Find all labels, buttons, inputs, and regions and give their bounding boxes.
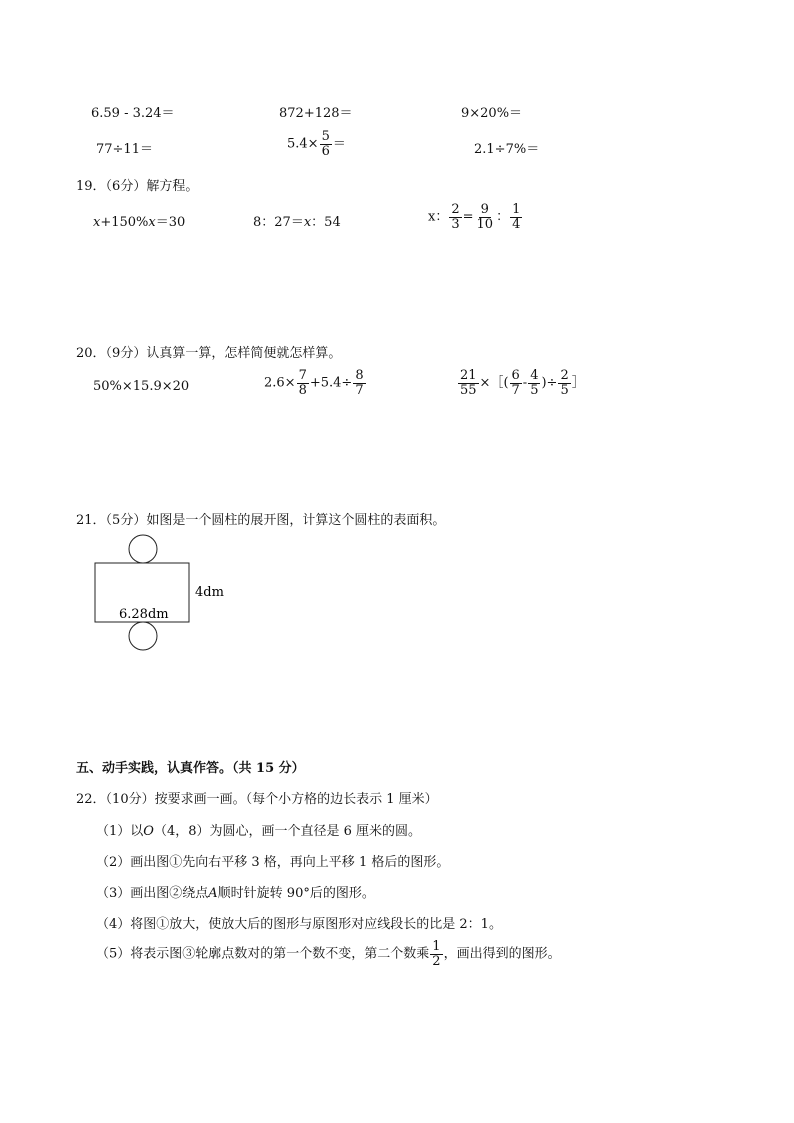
fraction-2-3 <box>449 203 461 231</box>
calc-row2-item3: 2.1÷7%＝ <box>474 142 540 157</box>
section5-title: 五、动手实践，认真作答。（共 15 分） <box>76 761 305 776</box>
fraction-numerator: 21 <box>460 368 477 383</box>
fraction-numerator: 2 <box>451 202 460 217</box>
expr-part: )÷ <box>541 375 558 391</box>
fraction-numerator: 5 <box>321 129 330 144</box>
fraction-denominator: 2 <box>432 953 441 969</box>
width-label: 6.28dm <box>119 607 169 622</box>
fraction-5-6 <box>320 130 332 158</box>
fraction-numerator: 2 <box>560 368 569 383</box>
fraction-7-8 <box>297 369 309 397</box>
fraction-21-55 <box>458 369 479 397</box>
q19-equation-2 <box>253 211 341 230</box>
q21-title: 21．（5分）如图是一个圆柱的展开图，计算这个圆柱的表面积。 <box>76 513 446 528</box>
fraction-denominator: 5 <box>530 382 539 398</box>
expr-part: ］ <box>571 375 585 391</box>
item-text: 顺时针旋转 90°后的图形。 <box>217 886 375 901</box>
eq3-part: ： <box>496 209 510 225</box>
fraction-numerator: 1 <box>512 202 521 217</box>
fraction-denominator: 7 <box>511 382 520 398</box>
calc-row1-item3: 9×20%＝ <box>461 106 523 121</box>
cylinder-bottom-circle <box>129 622 157 650</box>
item-text: （5）将表示图③轮廓点数对的第一个数不变，第二个数乘 <box>96 946 430 962</box>
eq2-part: ：54 <box>311 215 341 230</box>
q20-title: 20．（9分）认真算一算，怎样简便就怎样算。 <box>76 346 342 361</box>
point-o: O <box>143 824 154 839</box>
item-text: （3）画出图②绕点 <box>96 886 209 901</box>
calc-row2-item2 <box>287 130 346 158</box>
calc-row2-item2-pre: 5.4× <box>287 136 319 152</box>
fraction-numerator: 1 <box>432 939 441 954</box>
calc-row1-item1: 6.59 - 3.24＝ <box>91 106 175 121</box>
var-x: x <box>303 215 312 230</box>
eq2-part: 8：27＝ <box>253 215 304 230</box>
calc-row2-item2-post: ＝ <box>332 136 346 152</box>
eq1-part: ＝30 <box>155 215 186 230</box>
fraction-numerator: 6 <box>511 368 520 383</box>
fraction-1-2 <box>430 940 442 968</box>
q20-expression-2 <box>264 369 367 397</box>
expr-part: +5.4÷ <box>309 375 353 391</box>
expr-part: - <box>522 375 528 391</box>
q19-title: 19．（6分）解方程。 <box>76 179 199 194</box>
fraction-numerator: 7 <box>298 368 307 383</box>
eq3-part: = <box>462 209 474 225</box>
fraction-9-10 <box>475 203 496 231</box>
point-a: A <box>208 886 218 901</box>
q22-title: 22．（10分）按要求画一画。（每个小方格的边长表示 1 厘米） <box>76 792 438 807</box>
fraction-numerator: 4 <box>530 368 539 383</box>
fraction-6-7 <box>510 369 522 397</box>
fraction-numerator: 8 <box>355 368 364 383</box>
q20-expression-3 <box>457 369 585 397</box>
item-text: ，画出得到的图形。 <box>443 946 561 962</box>
fraction-denominator: 3 <box>451 216 460 232</box>
item-text: （4，8）为圆心，画一个直径是 6 厘米的圆。 <box>153 824 422 839</box>
q20-expression-1: 50%×15.9×20 <box>93 379 190 394</box>
fraction-numerator: 9 <box>480 202 489 217</box>
calc-row1-item2: 872+128＝ <box>279 106 353 121</box>
q22-item-5 <box>96 940 561 968</box>
fraction-denominator: 10 <box>476 216 494 232</box>
calc-row2-item1: 77÷11＝ <box>96 142 153 157</box>
fraction-4-5 <box>528 369 540 397</box>
fraction-denominator: 4 <box>512 216 521 232</box>
q22-item-4: （4）将图①放大，使放大后的图形与原图形对应线段长的比是 2：1。 <box>96 917 502 932</box>
expr-part: ×［( <box>479 375 509 391</box>
item-text: （1）以 <box>96 824 144 839</box>
height-label: 4dm <box>195 585 224 600</box>
cylinder-net-diagram <box>90 532 240 654</box>
cylinder-top-circle <box>129 535 157 563</box>
eq1-part: +150% <box>100 215 149 230</box>
var-x: x <box>148 215 156 230</box>
var-x: x <box>93 215 101 230</box>
q19-equation-3 <box>428 203 523 231</box>
fraction-denominator: 55 <box>460 382 477 398</box>
fraction-1-4 <box>510 203 522 231</box>
fraction-8-7 <box>353 369 365 397</box>
q22-item-1 <box>96 820 421 839</box>
q22-item-2: （2）画出图①先向右平移 3 格，再向上平移 1 格后的图形。 <box>96 855 450 870</box>
fraction-denominator: 7 <box>355 382 364 398</box>
fraction-denominator: 6 <box>321 143 330 159</box>
fraction-denominator: 8 <box>298 382 307 398</box>
q22-item-3 <box>96 882 375 901</box>
fraction-2-5 <box>558 369 570 397</box>
expr-part: 2.6× <box>264 375 296 391</box>
fraction-denominator: 5 <box>560 382 569 398</box>
eq3-part: x： <box>428 209 449 225</box>
q19-equation-1 <box>93 211 185 230</box>
